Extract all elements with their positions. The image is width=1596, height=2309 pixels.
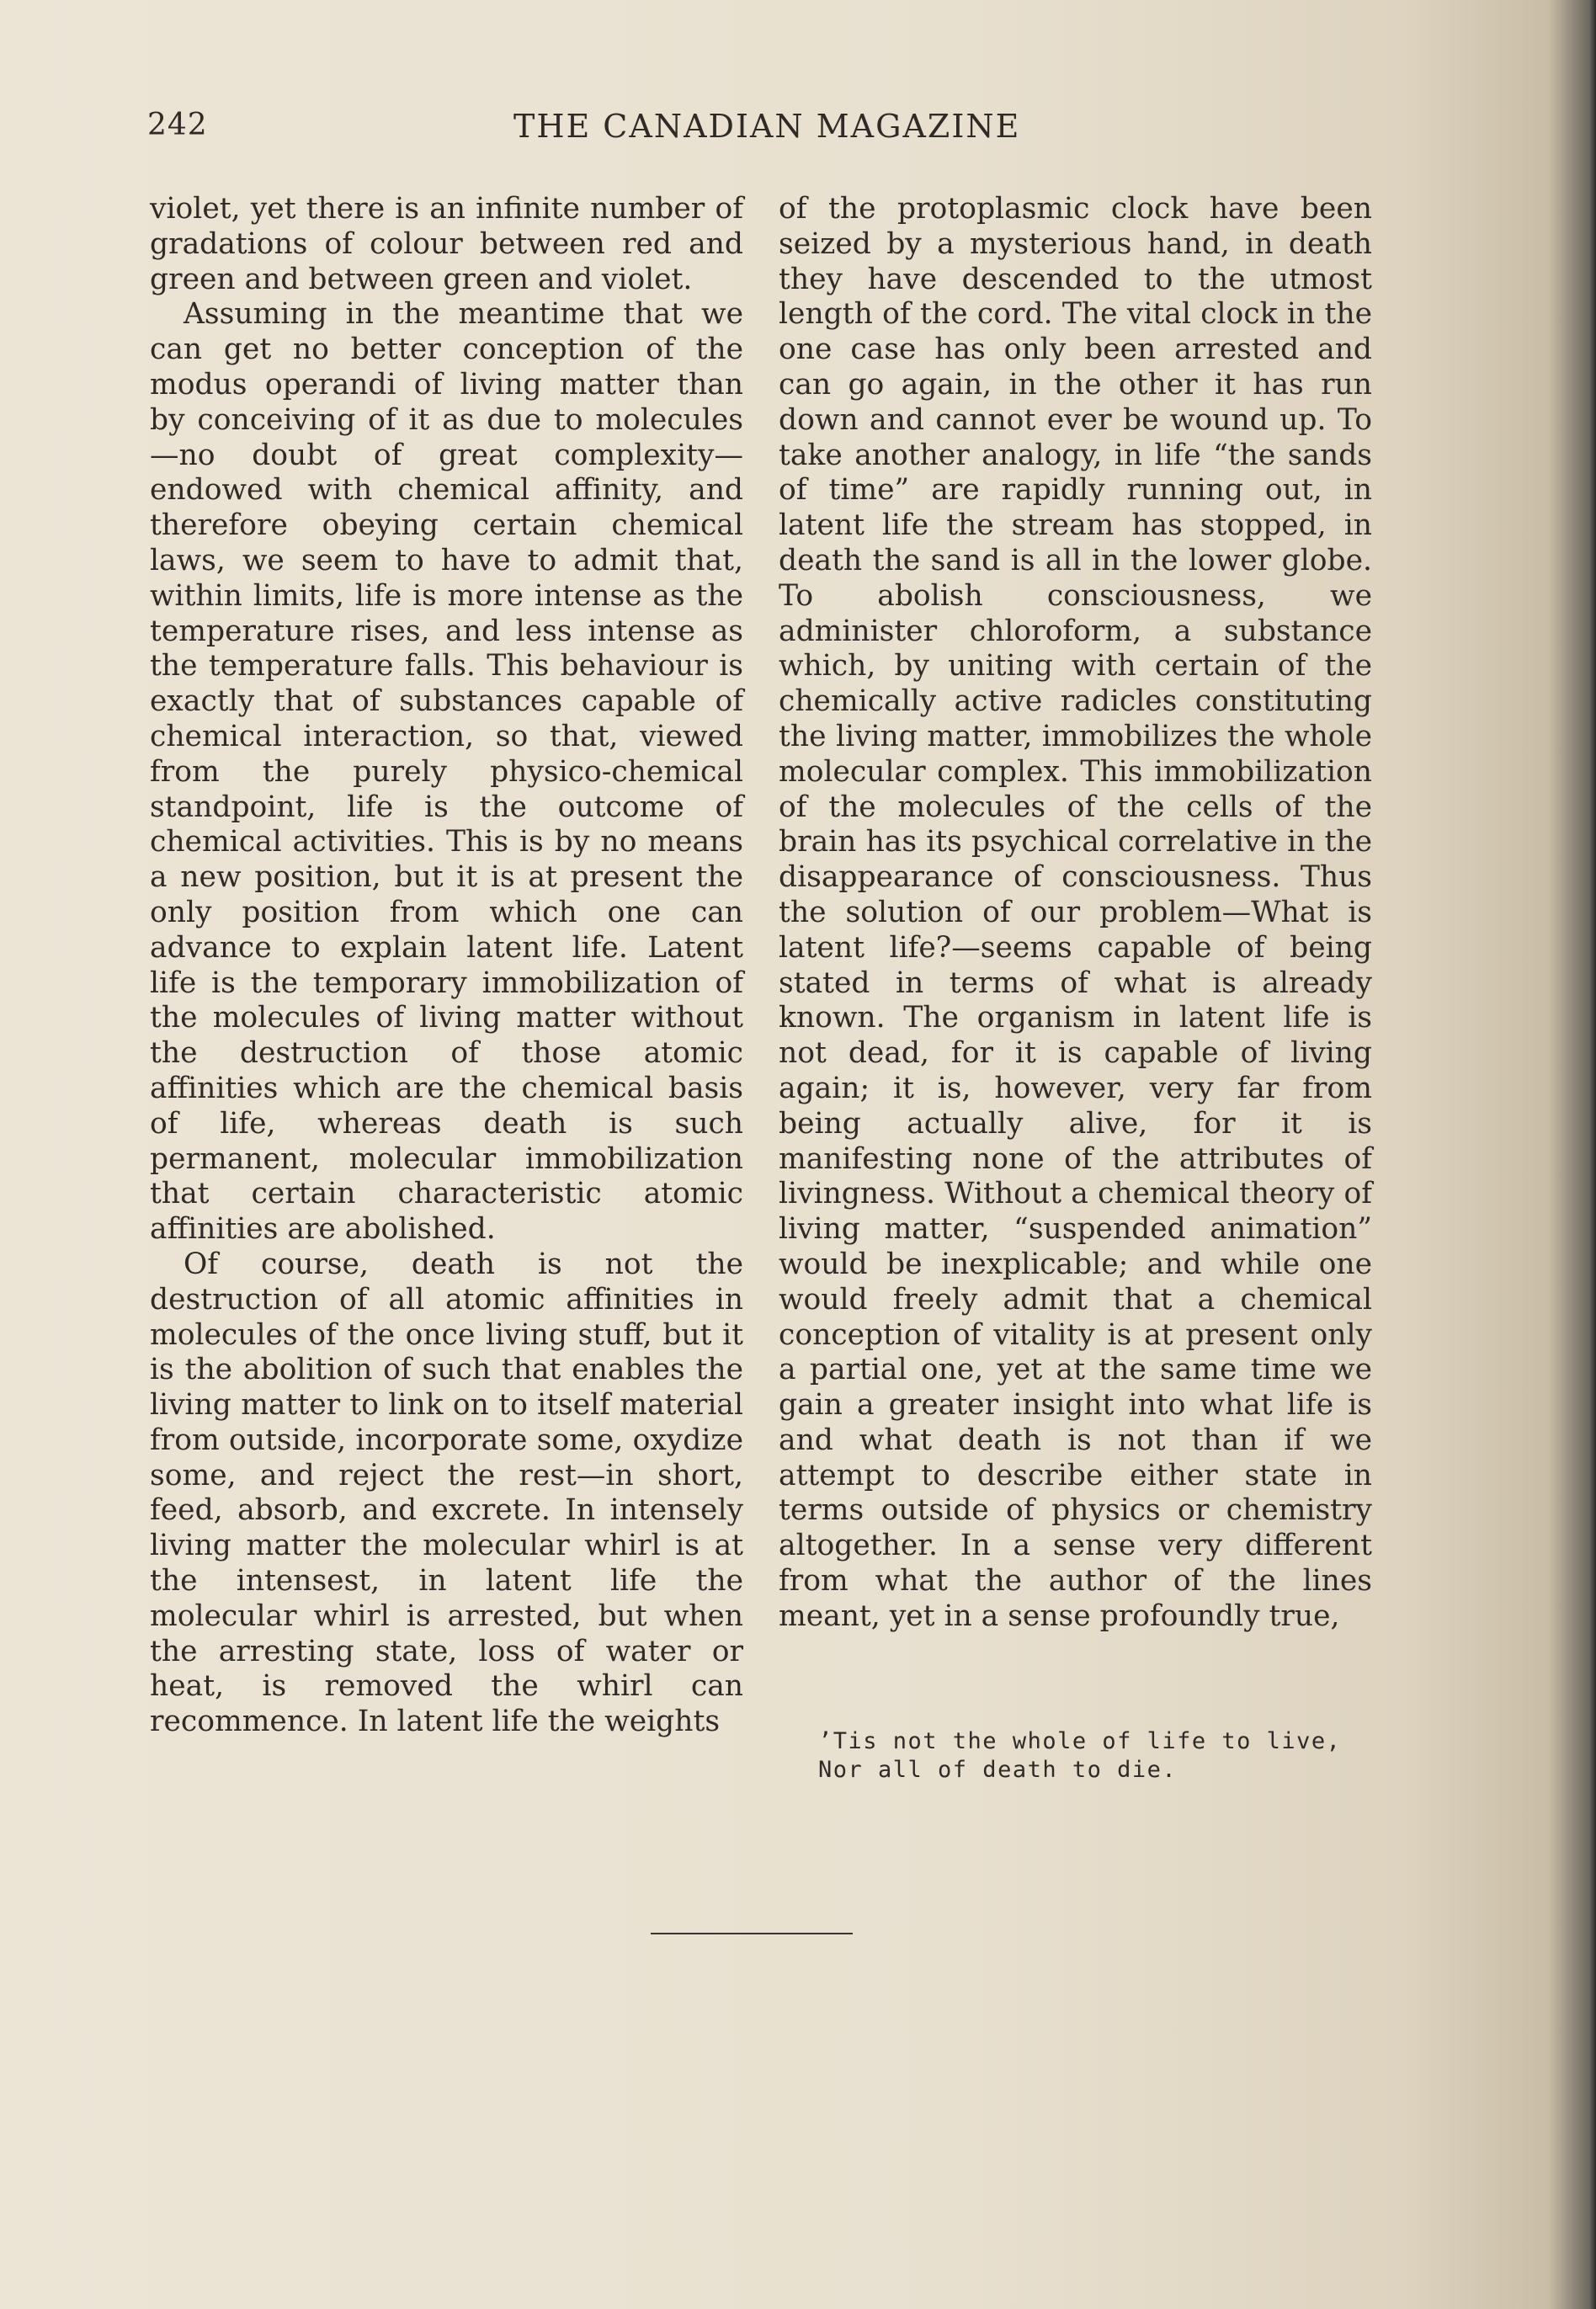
paragraph: of the protoplasmic clock have been seized by a mysterious hand, in death they have descended to the utmost length of the cord. The vital clock in the one case has only been arrested and can go again, in the other it has run down and cannot ever be wound up. To take another analogy, in life “the sands of time” are rapidly running out, in latent life the stream has stopped, in death the sand is all in the lower globe. To abolish consciousness, we administer chloroform, a substance which, by uniting with certain of the chemically active radicles constituting the living matter, immobilizes the whole molecular complex. This immobilization of the molecules of the cells of the brain has its psychical correlative in the disappearance of consciousness. Thus the solution of our problem—What is latent life?—seems capable of being stated in terms of what is already known. The organism in latent life is not dead, for it is capable of living again; it is, however, very far from being actually alive, for it is manifesting none of the attributes of livingness. Without a chemical theory of living matter, “suspended animation” would be inexplicable; and while one would freely admit that a chemical conception of vitality is at present only a partial one, yet at the same time we gain a greater insight into what life is and what death is not than if we attempt to describe either state in terms outside of physics or chemistry altogether. In a sense very different from what the author of the lines meant, yet in a sense profoundly true, bbox=[779, 192, 1372, 1633]
page-header bbox=[147, 108, 1376, 150]
running-title: THE CANADIAN MAGAZINE bbox=[513, 108, 1021, 145]
page-number: 242 bbox=[147, 108, 208, 142]
verse-line: ’Tis not the whole of life to live, bbox=[818, 1728, 1342, 1754]
paragraph: Of course, death is not the destruction of all atomic affinities in molecules of the once living stuff, but it is the abolition of such that enables the living matter to link on to itself material from outside, incorporate some, oxydize some, and reject the rest—in short, feed, absorb, and excrete. In intensely living matter the molecular whirl is at the intensest, in latent life the molecular whirl is arrested, but when the arresting state, loss of water or heat, is removed the whirl can recommence. In latent life the weights bbox=[150, 1247, 743, 1739]
paragraph: Assuming in the meantime that we can get no better conception of the modus operandi of living matter than by conceiving of it as due to molecules—no doubt of great complexity—endowed with chemical affinity, and therefore obeying certain chemical laws, we seem to have to admit that, within limits, life is more intense as the temperature rises, and less intense as the temperature falls. This behaviour is exactly that of substances capable of chemical interaction, so that, viewed from the purely physico-chemical standpoint, life is the outcome of chemical activities. This is by no means a new position, but it is at present the only position from which one can advance to explain latent life. Latent life is the temporary immobilization of the molecules of living matter without the destruction of those atomic affinities which are the chemical basis of life, whereas death is such permanent, molecular immobilization that certain characteristic atomic affinities are abolished. bbox=[150, 297, 743, 1247]
section-divider bbox=[651, 1933, 853, 1934]
right-column bbox=[779, 192, 1372, 1635]
verse-quote bbox=[818, 1727, 1341, 1785]
paragraph: violet, yet there is an infinite number of gradations of colour between red and green and between green and violet. bbox=[150, 192, 743, 296]
verse-line: Nor all of death to die. bbox=[818, 1757, 1178, 1783]
left-column bbox=[150, 192, 743, 1740]
